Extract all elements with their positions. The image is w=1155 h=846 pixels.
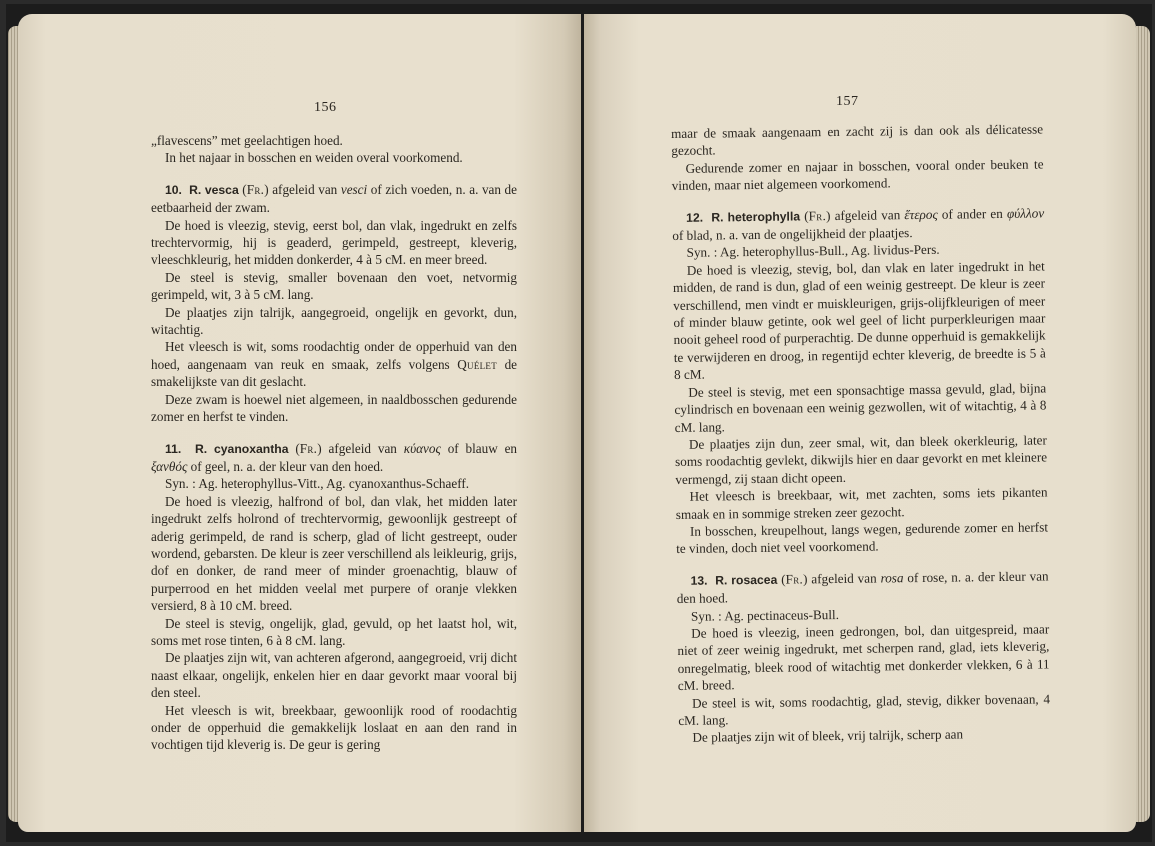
entry-12-heading (672, 204, 1044, 244)
paragraph: De steel is stevig, smaller bovenaan den voet, netvormig gerimpeld, wit, 3 à 5 cM. lang. (151, 269, 517, 303)
etymology-text: of rose, n. a. der kleur van den hoed. (676, 568, 1049, 607)
entry-10-heading (151, 181, 517, 217)
paren-open: ( (242, 181, 247, 197)
etymology-text: of ander en (941, 205, 1003, 222)
entry-number: 13. (690, 573, 708, 588)
species-name: vesca (204, 182, 239, 197)
synonyms: Syn. : Ag. heterophyllus-Vitt., Ag. cyanoxanthus-Schaeff. (165, 476, 470, 492)
paren-close: ) (826, 207, 831, 223)
paragraph: De hoed is vleezig, stevig, bol, dan vlak en later ingedrukt in het midden, de rand is dun, glad of een weinig gestreept. De kleur is zeer verschillend, men vindt er muiskleurigen, grijs-olijfkleurigen of meer of minder blauw getinte, ook wel geel of licht purperkleurigen maar nooit geheel rood of purperachtig. De dunne opperhuid is gemakkelijk te verwijderen en droog, in regentijd echter kleverig, de breedte is 5 à 8 cM. (672, 258, 1046, 383)
entry-number: 10. (165, 182, 182, 197)
paragraph-text: de smakelijkste van dit geslacht. (151, 356, 518, 390)
paragraph: De plaatjes zijn dun, zeer smal, wit, dan bleek okerkleurig, later soms roodachtig gevlekt, dikwijls hier en daar gevorkt en met kleinere vermengd, zij staan dicht opeen. (675, 432, 1048, 487)
genus-abbrev: R. (194, 441, 208, 456)
paragraph: De hoed is vleezig, stevig, eerst bol, dan vlak, ingedrukt en zelfs trechtervormig, hij is geaderd, gerimpeld, gestreept, kleverig, vleeschkleurig, het midden donkerder, 4 à 5 cM. en meer breed. (151, 217, 517, 268)
paragraph: Deze zwam is hoewel niet algemeen, in naaldbosschen gedurende zomer en herfst te vinden. (151, 391, 517, 425)
paragraph: De plaatjes zijn wit, van achteren afgerond, aangegroeid, vrij dicht naast elkaar, ongelijk, enkelen hier en daar gevorkt maar vooral bij den steel. (151, 650, 517, 701)
etymology-text: afgeleid van (811, 570, 877, 587)
paragraph: De plaatjes zijn wit of bleek, vrij talrijk, scherp aan (692, 726, 964, 746)
paragraph-text: Het vleesch is wit, soms roodachtig onder de opperhuid van den hoed, aangenaam van reuk en smaak, zelfs volgens (151, 339, 517, 372)
etymology-text: afgeleid van (834, 206, 901, 223)
intro-line-2: In het najaar in bosschen en weiden overal voorkomend. (165, 150, 463, 166)
author-name: Quélet (457, 356, 498, 372)
paragraph: In bosschen, kreupelhout, langs wegen, gedurende zomer en herfst te vinden, doch niet veel voorkomend. (676, 519, 1049, 557)
intro-line-1: „flavescens” met geelachtigen hoed. (151, 133, 343, 148)
etymology-word: vesci (340, 181, 368, 197)
author-abbrev: Fr. (246, 181, 265, 197)
paren-close: ) (802, 571, 808, 587)
paragraph: De hoed is vleezig, ineen gedrongen, bol, dan uitgespreid, maar niet of zeer weinig ingedrukt, met scherpen rand, glad, iets kleverig, onregelmatig, bleek rood of witachtig met donkerder vlekken, 6 à 11 cM. breed. (677, 621, 1050, 694)
greek-word: φύλλον (1006, 205, 1045, 221)
greek-word: ξανθός (151, 458, 188, 474)
paren-close: ) (264, 181, 269, 197)
page-number-right: 157 (836, 94, 859, 109)
entry-number: 11. (165, 441, 182, 456)
right-page (584, 14, 1136, 832)
paragraph: De steel is stevig, ongelijk, glad, gevuld, op het laatst hol, wit, soms met rose tinten, 6 à 8 cM. lang. (151, 615, 517, 648)
paren-close: ) (317, 440, 322, 456)
species-name: heterophylla (727, 209, 801, 224)
synonyms: Syn. : Ag. heterophyllus-Bull., Ag. lividus-Pers. (686, 242, 940, 261)
etymology-text: afgeleid van (328, 440, 397, 456)
page-number-left: 156 (314, 100, 337, 115)
paragraph: De hoed is vleezig, halfrond of bol, dan vlak, het midden later ingedrukt zelfs holrond of trechtervormig, gewoonlijk gestreept of aderig gerimpeld, de rand is scherp, glad of licht gestreept, ouder wordend, gebarsten. De kleur is zeer verschillend als leikleurig, grijs, dof en donker, de rand meer of minder groenachtig, blauw of purperrood en het midden veelal met purpere of oranje vlekken versierd, 8 à 10 cM. breed. (151, 493, 517, 614)
intro-line-2: Gedurende zomer en najaar in bosschen, vooral onder beuken te vinden, maar niet algemeen voorkomend. (671, 156, 1044, 194)
entry-11-heading (151, 440, 517, 476)
paragraph: Het vleesch is breekbaar, wit, met zachten, soms iets pikanten smaak en in sommige streken zeer gezocht. (675, 484, 1048, 522)
page-edges-right (1136, 26, 1150, 822)
entry-number: 12. (686, 210, 704, 225)
paragraph (151, 338, 517, 390)
genus-abbrev: R. (189, 182, 202, 197)
greek-word: ἕτερος (904, 206, 938, 222)
genus-abbrev: R. (715, 573, 728, 588)
synonyms: Syn. : Ag. pectinaceus-Bull. (690, 606, 840, 624)
paren-open: ( (295, 440, 300, 456)
entry-13-heading (676, 567, 1048, 607)
author-abbrev: Fr. (299, 440, 318, 456)
etymology-text: of geel, n. a. der kleur van den hoed. (190, 458, 384, 474)
species-name: rosacea (731, 572, 778, 588)
genus-abbrev: R. (711, 209, 724, 225)
etymology-text: afgeleid van (272, 181, 338, 197)
author-abbrev: Fr. (785, 571, 804, 587)
intro-line-1: maar de smaak aangenaam en zacht zij is dan ook als délicatesse gezocht. (671, 121, 1044, 159)
etymology-word: rosa (880, 569, 904, 586)
open-book (6, 4, 1152, 842)
paren-open: ( (804, 207, 809, 224)
paragraph: De steel is wit, soms roodachtig, glad, stevig, dikker bovenaan, 4 cM. lang. (678, 691, 1051, 728)
etymology-text: of zich voeden, n. a. van de eetbaarheid der zwam. (151, 181, 517, 216)
etymology-text: of blauw en (447, 440, 518, 456)
species-name: cyanoxantha (213, 441, 289, 456)
greek-word: κύανος (403, 440, 441, 456)
left-page (18, 14, 581, 832)
etymology-text: of blad, n. a. van de ongelijkheid der plaatjes. (672, 225, 913, 244)
left-page-text (151, 132, 517, 754)
paragraph: De steel is stevig, met een sponsachtige massa gevuld, glad, bijna cylindrisch en bovenaan een weinig gezwollen, wit of witachtig, 4 à 8 cM. lang. (674, 380, 1047, 435)
paren-open: ( (781, 571, 786, 587)
paragraph: Het vleesch is wit, breekbaar, gewoonlijk rood of roodachtig onder de opperhuid die gemakkelijk loslaat en aan den rand in vochtigen tijd kleverig is. De geur is gering (151, 702, 517, 753)
paragraph: De plaatjes zijn talrijk, aangegroeid, ongelijk en gevorkt, dun, witachtig. (151, 304, 517, 338)
author-abbrev: Fr. (808, 207, 827, 223)
right-page-text (671, 120, 1051, 746)
